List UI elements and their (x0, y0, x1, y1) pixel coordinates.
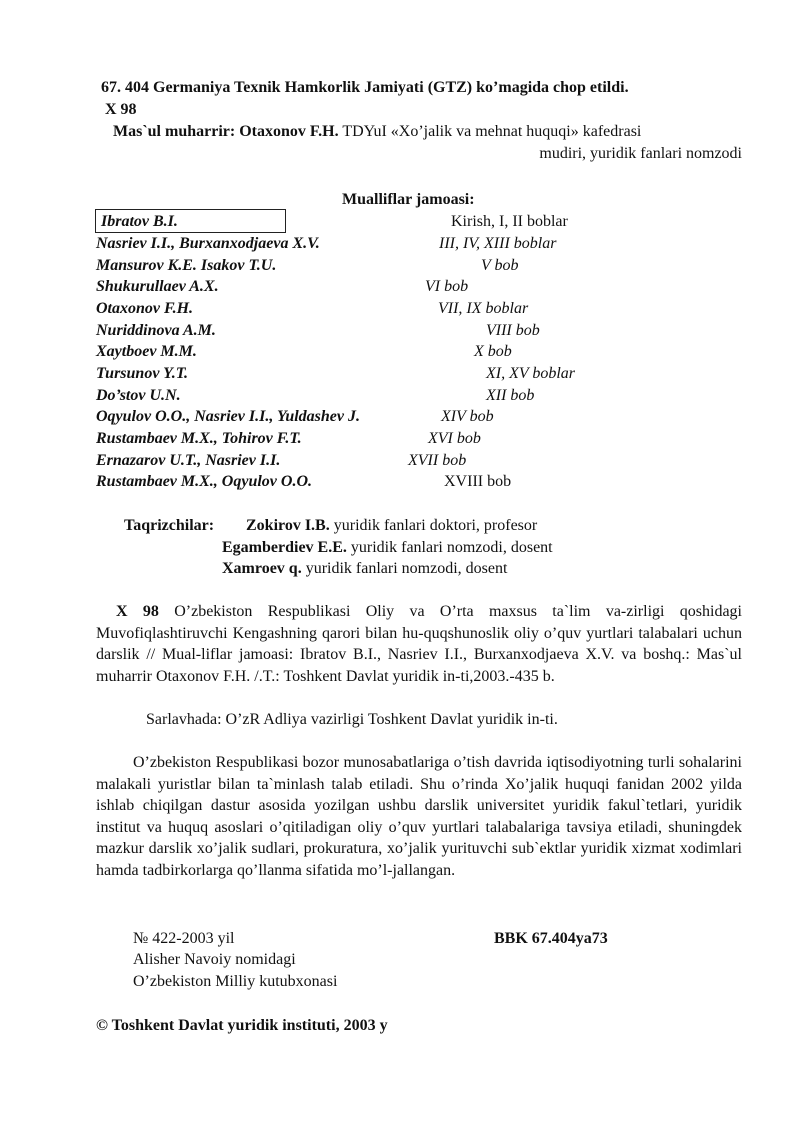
editor-desc-1: TDYuI «Xo’jalik va mehnat huquqi» kafedrasi (342, 123, 642, 140)
author-name: Oqyulov O.O., Nasriev I.I., Yuldashev J. (96, 408, 361, 425)
author-chapters: XVI bob (428, 430, 481, 447)
annotation-code: X 98 (116, 603, 159, 620)
author-chapters: XVII bob (408, 452, 467, 469)
authors-heading: Mualliflar jamoasi: (342, 191, 475, 208)
book-code: X 98 (105, 101, 137, 118)
author-chapters: XVIII bob (444, 473, 512, 490)
author-chapters: V bob (481, 257, 519, 274)
author-name: Do’stov U.N. (96, 387, 181, 404)
annotation-paragraph (96, 601, 742, 687)
author-chapters: VII, IX boblar (438, 300, 529, 317)
library-number: № 422-2003 yil (133, 930, 235, 947)
reviewer-row (222, 537, 553, 559)
bbk-code: BBK 67.404ya73 (494, 930, 608, 947)
author-chapters: Kirish, I, II boblar (451, 213, 568, 230)
author-name: Mansurov K.E. Isakov T.U. (96, 257, 277, 274)
library-line-2: Alisher Navoiy nomidagi (133, 951, 296, 968)
author-name: Rustambaev M.X., Tohirov F.T. (96, 430, 302, 447)
author-name: Ernazarov U.T., Nasriev I.I. (96, 452, 281, 469)
abstract-paragraph: O’zbekiston Respublikasi bozor munosabatlariga o’tish davrida iqtisodiyotning turli sohalarini malakali yuristlar bilan ta`minlash talab etiladi. Shu o’rinda Xo’jalik huquqi fanidan 2002 yilda ishlab chiqilgan dastur asosida yozilgan ushbu darslik universitet yuridik fakul`tetlari, yuridik institut va huquq asoslari o’qitiladigan oliy o’quv yurtlari talabalariga tavsiya etiladi, shuningdek mazkur darslik xo’jalik sudlari, prokuratura, xo’jalik yurituvchi sub`ektlar yuridik xizmat xodimlari hamda tadbirkorlarga qo’llanma sifatida mo’l-jallangan. (96, 754, 742, 879)
reviewer-desc: yuridik fanlari nomzodi, dosent (350, 539, 553, 556)
reviewer-desc: yuridik fanlari nomzodi, dosent (305, 560, 508, 577)
author-name: Rustambaev M.X., Oqyulov O.O. (96, 473, 312, 490)
author-name: Ibratov B.I. (101, 213, 178, 230)
editor-desc-2: mudiri, yuridik fanlari nomzodi (539, 145, 742, 162)
author-chapters: III, IV, XIII boblar (439, 235, 557, 252)
author-name: Otaxonov F.H. (96, 300, 194, 317)
reviewer-name: Xamroev q. (222, 560, 302, 577)
reviewer-desc: yuridik fanlari doktori, profesor (333, 517, 538, 534)
author-chapters: VI bob (425, 278, 469, 295)
library-line-3: O’zbekiston Milliy kutubxonasi (133, 973, 338, 990)
reviewer-row (222, 558, 507, 580)
author-chapters: XIV bob (441, 408, 494, 425)
reviewer-name: Zokirov I.B. (246, 517, 330, 534)
author-name: Nasriev I.I., Burxanxodjaeva X.V. (96, 235, 320, 252)
author-chapters: VIII bob (486, 322, 540, 339)
author-chapters: X bob (474, 343, 512, 360)
reviewer-name: Egamberdiev E.E. (222, 539, 347, 556)
editor-line (113, 121, 641, 143)
reviewer-row (246, 515, 537, 537)
reviewers-label: Taqrizchilar: (124, 517, 215, 534)
annotation-text: O’zbekiston Respublikasi Oliy va O’rta maxsus ta`lim va-zirligi qoshidagi Muvofiqlashtiruvchi Kengashning qarori bilan hu-quqshunoslik oliy o’quv yurtlari talabalari uchun darslik // Mual-liflar jamoasi: Ibratov B.I., Nasriev I.I., Burxanxodjaeva X.V. va boshq.: Mas`ul muharrir Otaxonov F.H. /.T.: Toshkent Davlat yuridik in-ti,2003.-435 b. (96, 603, 742, 685)
author-chapters: XI, XV boblar (486, 365, 576, 382)
title-line: Sarlavhada: O’zR Adliya vazirligi Toshkent Davlat yuridik in-ti. (146, 711, 558, 728)
editor-label: Mas`ul muharrir: Otaxonov F.H. (113, 123, 339, 140)
author-name: Shukurullaev A.X. (96, 278, 219, 295)
author-chapters: XII bob (486, 387, 535, 404)
copyright: © Toshkent Davlat yuridik instituti, 2003 y (96, 1017, 388, 1034)
author-name: Tursunov Y.T. (96, 365, 189, 382)
author-name: Xaytboev M.M. (96, 343, 197, 360)
author-name: Nuriddinova A.M. (96, 322, 216, 339)
bbk-line: 67. 404 Germaniya Texnik Hamkorlik Jamiyati (GTZ) ko’magida chop etildi. (101, 79, 629, 96)
